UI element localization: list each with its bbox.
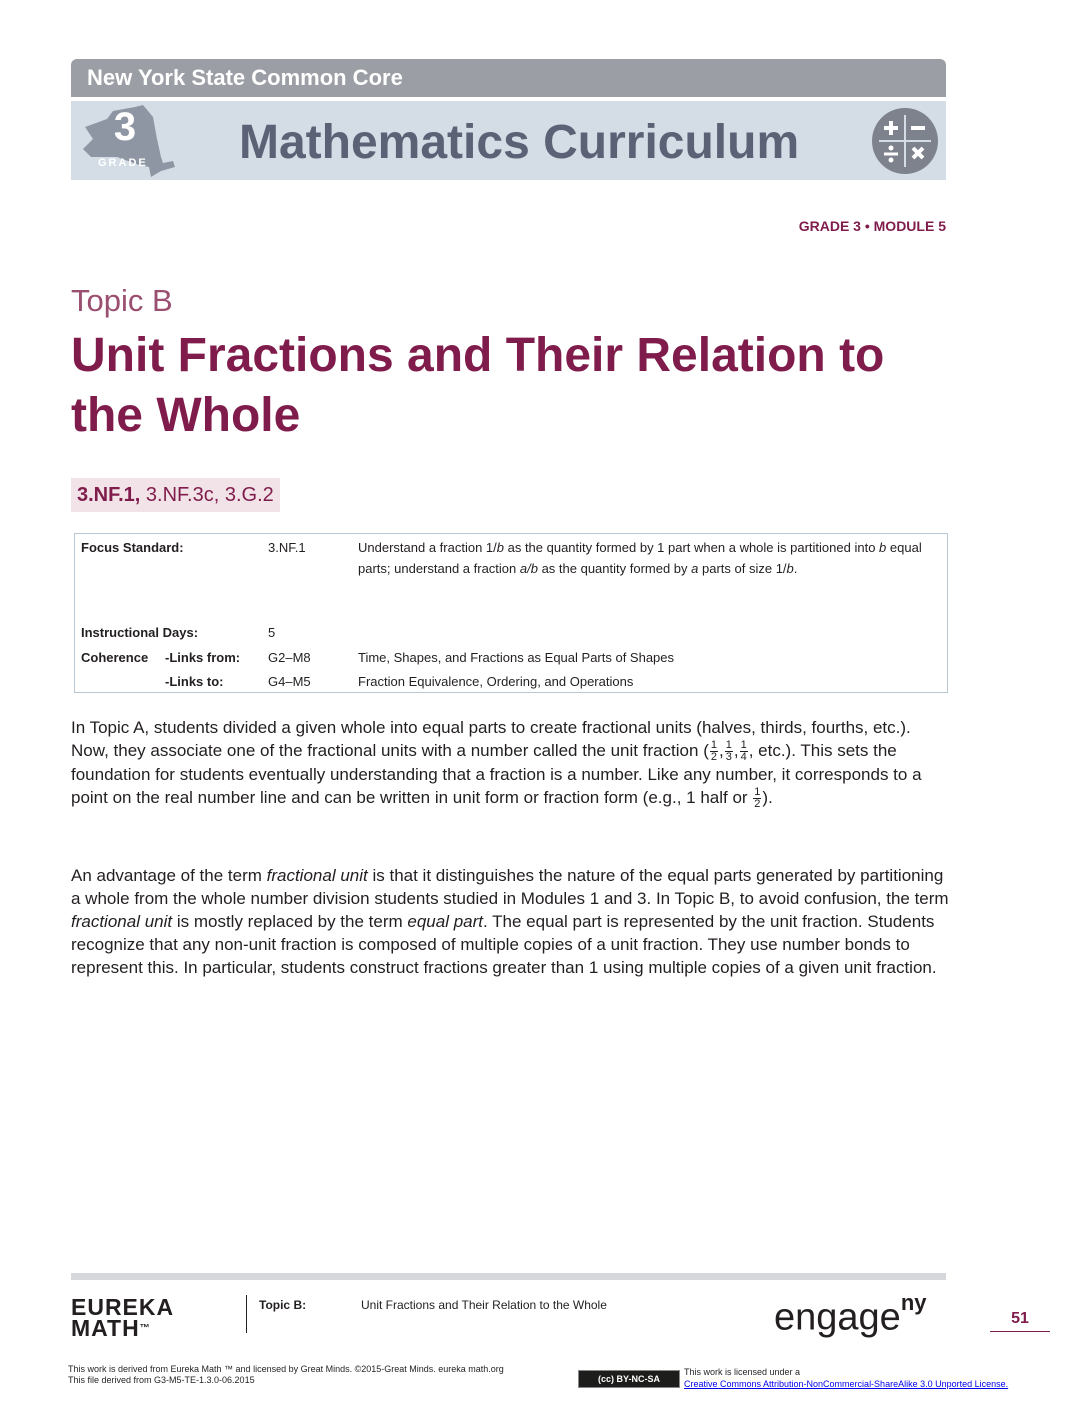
banner-text: New York State Common Core xyxy=(87,65,403,90)
links-to-code: G4–M5 xyxy=(268,674,311,689)
creative-commons-badge: (cc) BY-NC-SA xyxy=(578,1370,680,1388)
instructional-days-label: Instructional Days: xyxy=(81,625,199,640)
focus-standard-table xyxy=(74,533,948,693)
grade-number: 3 xyxy=(113,105,137,149)
focus-standard-label: Focus Standard: xyxy=(81,540,184,555)
module-label: GRADE 3 • MODULE 5 xyxy=(798,218,946,234)
links-from-label: -Links from: xyxy=(165,650,241,665)
standard-primary: 3.NF.1, xyxy=(77,484,141,506)
standard-secondary: 3.NF.3c, 3.G.2 xyxy=(140,484,274,506)
fraction-one-half-example: $\frac{1}{2}$ xyxy=(754,786,761,811)
footer-separator xyxy=(246,1295,247,1333)
paragraph-intro: In Topic A, students divided a given whole into equal parts to create fractional units (halves, thirds, fourths, etc.). Now, they associate one of the fractional units with a number called the unit fraction ( $\frac{1}{2}$ , $\frac{1}{3}$ , $\frac{1}{4}$ , etc.). This sets the foundation for students eventually understanding that a fraction is a number. Like any number, it corresponds to a point on the real number line and can be written in unit form or fraction form (e.g., 1 half or $\frac{1}{2}$ ). xyxy=(71,718,922,811)
license-link[interactable]: Creative Commons Attribution-NonCommercial-ShareAlike 3.0 Unported License. xyxy=(684,1379,1009,1389)
curriculum-banner xyxy=(71,101,946,180)
footer-topic-title: Unit Fractions and Their Relation to the Whole xyxy=(361,1298,607,1312)
focus-standard-code: 3.NF.1 xyxy=(268,540,306,555)
license-text: This work is licensed under a Creative Commons Attribution-NonCommercial-ShareAlike 3.0 Unported License. xyxy=(684,1367,1009,1389)
page-number: 51 xyxy=(1011,1310,1029,1327)
links-to-description: Fraction Equivalence, Ordering, and Operations xyxy=(358,674,634,689)
fraction-one-third: $\frac{1}{3}$ xyxy=(725,739,732,764)
math-operations-icon xyxy=(871,107,939,175)
topic-label: Topic B xyxy=(71,283,173,318)
coherence-label: Coherence xyxy=(81,650,149,665)
links-from-description: Time, Shapes, and Fractions as Equal Parts of Shapes xyxy=(358,650,675,665)
links-to-label: -Links to: xyxy=(165,674,224,689)
footer-divider xyxy=(71,1273,946,1280)
banner-header xyxy=(71,59,946,97)
grade-word: GRADE xyxy=(98,157,148,169)
curriculum-title: Mathematics Curriculum xyxy=(239,116,800,169)
footer-topic-label: Topic B: xyxy=(259,1298,307,1312)
focus-standard-description: Understand a fraction 1/b as the quantity formed by 1 part when a whole is partitioned into b equal parts; understand a fraction a/b as the quantity formed by a parts of size 1/b. xyxy=(358,540,922,576)
page-number-underline xyxy=(990,1331,1050,1332)
paragraph-fractional-unit: An advantage of the term fractional unit is that it distinguishes the nature of the equal parts generated by partitioning a whole from the whole number division students studied in Modules 1 and 3. In Topic B, to avoid confusion, the term fractional unit is mostly replaced by the term equal part. The equal part is represented by the unit fraction. Students recognize that any non-unit fraction is composed of multiple copies of a unit fraction. They use number bonds to represent this. In particular, students construct fractions greater than 1 using multiple copies of a given unit fraction. xyxy=(71,866,949,977)
fraction-one-fourth: $\frac{1}{4}$ xyxy=(740,739,747,764)
engageny-logo: engage$^{ny}$ xyxy=(774,1290,927,1339)
eureka-math-logo: EUREKA MATH™ xyxy=(71,1294,175,1341)
standards-badge xyxy=(71,478,280,512)
instructional-days-value: 5 xyxy=(268,625,276,640)
links-from-code: G2–M8 xyxy=(268,650,311,665)
license-notice: This work is derived from Eureka Math ™ and licensed by Great Minds. ©2015-Great Minds. eureka math.org This file derived from G3-M5-TE-1.3.0-06.2015 xyxy=(68,1364,504,1385)
topic-title: Unit Fractions and Their Relation to the Whole xyxy=(71,329,885,442)
fraction-one-half: $\frac{1}{2}$ xyxy=(710,739,717,764)
